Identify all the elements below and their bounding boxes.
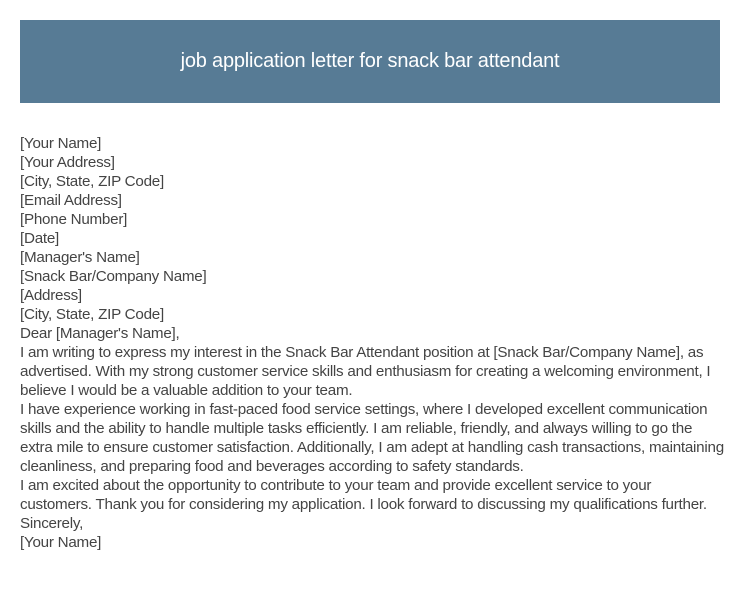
letter-body xyxy=(20,134,724,552)
signature-name: [Your Name] xyxy=(20,534,102,551)
page-title: job application letter for snack bar attendant xyxy=(180,50,560,72)
sender-email: [Email Address] xyxy=(20,192,122,209)
recipient-address: [Address] xyxy=(20,287,82,304)
sender-city: [City, State, ZIP Code] xyxy=(20,173,164,190)
salutation: Dear [Manager's Name], xyxy=(20,325,180,342)
paragraph-experience: I have experience working in fast-paced food service settings, where I developed excellent communication skills and the ability to handle multiple tasks efficiently. I am reliable, friendly, and always willing to go the extra mile to ensure customer satisfaction. Additionally, I am adept at handling cash transactions, maintaining cleanliness, and preparing food and beverages according to safety standards. xyxy=(20,401,724,475)
recipient-name: [Manager's Name] xyxy=(20,249,140,266)
sign-off: Sincerely, xyxy=(20,515,84,532)
paragraph-intro: I am writing to express my interest in the Snack Bar Attendant position at [Snack Bar/Company Name], as advertised. With my strong customer service skills and enthusiasm for creating a welcoming environment, I believe I would be a valuable addition to your team. xyxy=(20,344,711,399)
sender-address: [Your Address] xyxy=(20,154,115,171)
recipient-company: [Snack Bar/Company Name] xyxy=(20,268,207,285)
sender-name: [Your Name] xyxy=(20,135,102,152)
paragraph-closing: I am excited about the opportunity to contribute to your team and provide excellent service to your customers. Thank you for considering my application. I look forward to discussing my qualifications further. xyxy=(20,477,707,513)
page-header xyxy=(20,20,720,103)
sender-phone: [Phone Number] xyxy=(20,211,128,228)
letter-date: [Date] xyxy=(20,230,60,247)
recipient-city: [City, State, ZIP Code] xyxy=(20,306,164,323)
